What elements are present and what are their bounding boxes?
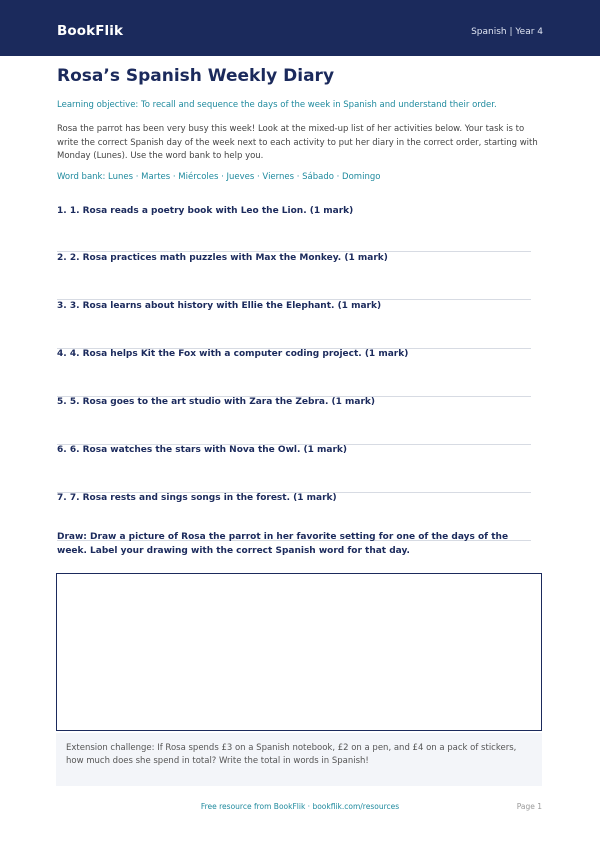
word-bank: Word bank: Lunes · Martes · Miércoles · Jueves · Viernes · Sábado · Domingo [57,172,381,182]
answer-line-2[interactable] [57,299,531,300]
page-number: Page 1 [516,802,542,811]
question-1: 1. 1. Rosa reads a poetry book with Leo the Lion. (1 mark) [57,206,354,216]
intro-text: Rosa the parrot has been very busy this week! Look at the mixed-up list of her activities below. Your task is to write the correct Spanish day of the week next to each activity to put her diary in the correct order, starting with Monday (Lunes). Use the word bank to help you. [57,124,538,161]
page-title: Rosa’s Spanish Weekly Diary [57,66,335,86]
subject-year-label: Spanish | Year 4 [471,27,543,37]
extension-challenge: Extension challenge: If Rosa spends £3 on a Spanish notebook, £2 on a pen, and £4 on a pack of stickers, how much does she spend in total? Write the total in words in Spanish! [56,733,542,786]
question-5: 5. 5. Rosa goes to the art studio with Zara the Zebra. (1 mark) [57,397,376,407]
header-bar [0,0,600,56]
brand-logo[interactable]: BookFlik [57,23,124,39]
draw-prompt: Draw: Draw a picture of Rosa the parrot in her favorite setting for one of the days of the week. Label your drawing with the correct Spanish word for that day. [57,532,509,556]
footer-link[interactable]: Free resource from BookFlik · bookflik.com/resources [200,802,400,811]
answer-line-1[interactable] [57,251,531,252]
learning-objective: Learning objective: To recall and sequence the days of the week in Spanish and understand their order. [57,100,497,110]
question-7: 7. 7. Rosa rests and sings songs in the forest. (1 mark) [57,493,337,503]
question-2: 2. 2. Rosa practices math puzzles with Max the Monkey. (1 mark) [57,253,388,263]
question-4: 4. 4. Rosa helps Kit the Fox with a computer coding project. (1 mark) [57,349,409,359]
drawing-area[interactable] [56,573,542,731]
question-3: 3. 3. Rosa learns about history with Ellie the Elephant. (1 mark) [57,301,382,311]
question-6: 6. 6. Rosa watches the stars with Nova the Owl. (1 mark) [57,445,348,455]
